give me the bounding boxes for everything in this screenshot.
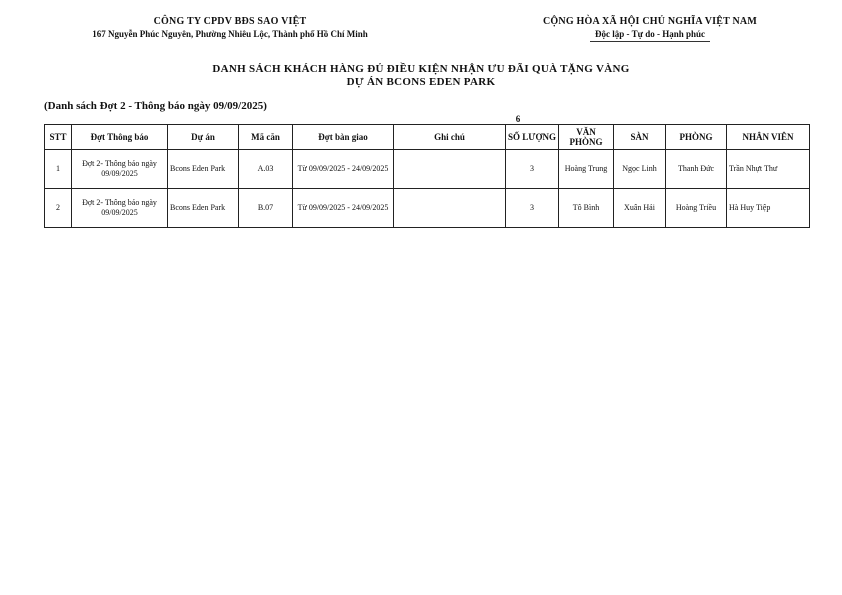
column-number: 6 [515, 114, 521, 124]
national-header [520, 16, 780, 42]
document-subtitle: (Danh sách Đợt 2 - Thông báo ngày 09/09/2025) [44, 100, 267, 112]
cell-van-phong: Hoàng Trung [559, 150, 614, 189]
document-title-line-2: DỰ ÁN BCONS EDEN PARK [346, 76, 496, 88]
cell-dot-thong-bao: Đợt 2- Thông báo ngày 09/09/2025 [72, 189, 168, 228]
table-row [45, 189, 810, 228]
header-ghi-chu: Ghi chú [394, 125, 506, 150]
motto-underline [590, 41, 710, 42]
cell-san: Ngọc Linh [614, 150, 666, 189]
cell-san: Xuân Hải [614, 189, 666, 228]
header-du-an: Dự án [168, 125, 239, 150]
cell-ghi-chu [394, 150, 506, 189]
cell-van-phong: Tô Bình [559, 189, 614, 228]
header-van-phong: VĂN PHÒNG [559, 125, 614, 150]
header-phong: PHÒNG [666, 125, 727, 150]
company-address: 167 Nguyễn Phúc Nguyên, Phường Nhiêu Lộc, Thành phố Hồ Chí Minh [92, 29, 368, 39]
cell-nhan-vien: Hà Huy Tiệp [727, 189, 810, 228]
cell-so-luong: 3 [506, 150, 559, 189]
cell-ma-can: B.07 [239, 189, 293, 228]
cell-dot-ban-giao: Từ 09/09/2025 - 24/09/2025 [293, 150, 394, 189]
company-header [40, 16, 420, 39]
cell-ma-can: A.03 [239, 150, 293, 189]
table-header-row [45, 125, 810, 150]
cell-du-an: Bcons Eden Park [168, 189, 239, 228]
company-name: CÔNG TY CPDV BĐS SAO VIỆT [153, 16, 307, 27]
cell-so-luong: 3 [506, 189, 559, 228]
document-title [0, 63, 842, 88]
cell-ghi-chu [394, 189, 506, 228]
header-stt: STT [45, 125, 72, 150]
cell-nhan-vien: Trần Nhựt Thư [727, 150, 810, 189]
table-row [45, 150, 810, 189]
cell-phong: Hoàng Triều [666, 189, 727, 228]
national-motto: Độc lập - Tự do - Hạnh phúc [594, 29, 705, 39]
cell-du-an: Bcons Eden Park [168, 150, 239, 189]
cell-dot-ban-giao: Từ 09/09/2025 - 24/09/2025 [293, 189, 394, 228]
cell-dot-thong-bao: Đợt 2- Thông báo ngày 09/09/2025 [72, 150, 168, 189]
header-ma-can: Mã căn [239, 125, 293, 150]
header-dot-ban-giao: Đợt bàn giao [293, 125, 394, 150]
header-nhan-vien: NHÂN VIÊN [727, 125, 810, 150]
national-title: CỘNG HÒA XÃ HỘI CHỦ NGHĨA VIỆT NAM [543, 16, 757, 27]
customer-table [44, 124, 810, 228]
document-title-line-1: DANH SÁCH KHÁCH HÀNG ĐỦ ĐIỀU KIỆN NHẬN ƯU ĐÃI QUÀ TẶNG VÀNG [212, 63, 630, 75]
header-so-luong: SỐ LƯỢNG [506, 125, 559, 150]
cell-stt: 1 [45, 150, 72, 189]
cell-stt: 2 [45, 189, 72, 228]
header-san: SÀN [614, 125, 666, 150]
cell-phong: Thanh Đức [666, 150, 727, 189]
header-dot-thong-bao: Đợt Thông báo [72, 125, 168, 150]
